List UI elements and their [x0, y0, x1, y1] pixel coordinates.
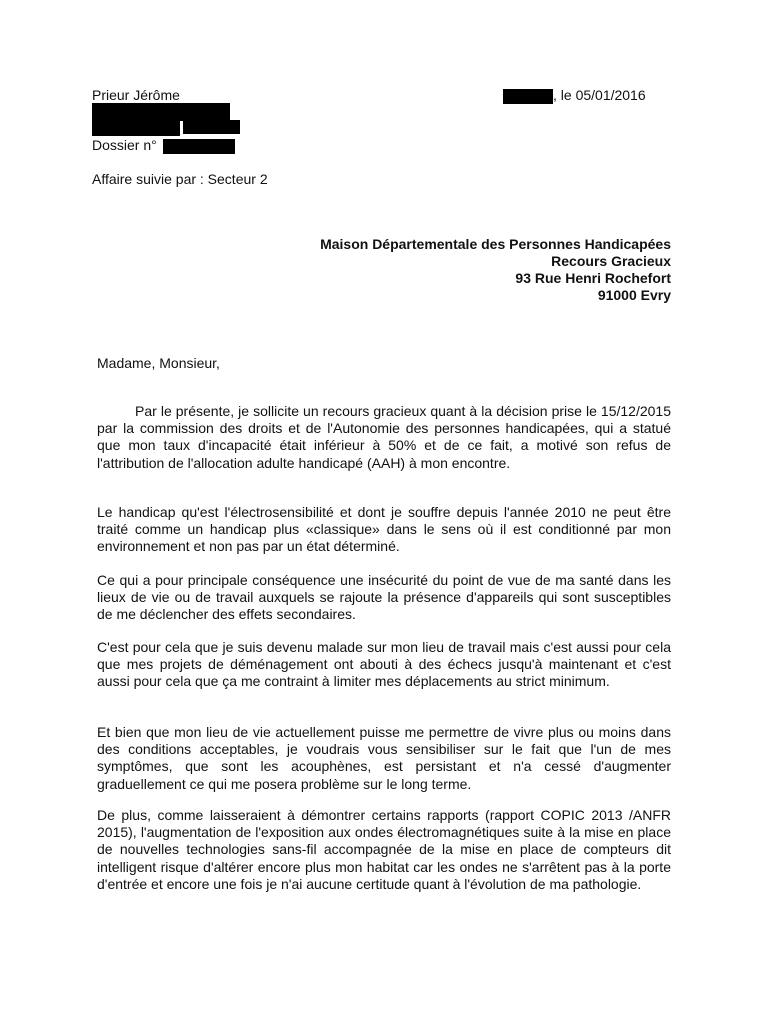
- recipient-line-4: 91000 Evry: [597, 287, 671, 303]
- affaire-line: Affaire suivie par : Secteur 2: [92, 171, 268, 187]
- paragraph-1: Par le présente, je sollicite un recours gracieux quant à la décision prise le 15/12/2015 par la commission des droits et de l'Autonomie des personnes handicapées, qui a statué que mon taux d'incapacité était inférieur à 50% et de ce fait, a motivé son refus de l'attribution de l'allocation adulte handicapé (AAH) à mon encontre.: [97, 403, 671, 471]
- redacted-address-line-1: [92, 103, 230, 121]
- paragraph-4: C'est pour cela que je suis devenu malade sur mon lieu de travail mais c'est aussi pour cela que mes projets de déménagement ont abouti à des échecs jusqu'à maintenant et c'est aussi pour cela que ça me contraint à limiter mes déplacements au strict minimum.: [97, 639, 671, 690]
- redacted-address-line-2b: [183, 120, 240, 134]
- sender-name: Prieur Jérôme: [92, 87, 180, 103]
- date-text: , le 05/01/2016: [553, 87, 646, 103]
- paragraph-2: Le handicap qu'est l'électrosensibilité et dont je souffre depuis l'année 2010 ne peut être traité comme un handicap plus «classique» dans le sens où il est conditionné par mon environnement et non pas par un état déterminé.: [97, 504, 671, 555]
- dossier-label: Dossier n°: [92, 137, 157, 153]
- redacted-dossier-number: [163, 139, 235, 154]
- redacted-address-line-2: [92, 120, 180, 136]
- date-line: [503, 87, 646, 104]
- paragraph-6: De plus, comme laisseraient à démontrer certains rapports (rapport COPIC 2013 /ANFR 2015), l'augmentation de l'exposition aux ondes électromagnétiques suite à la mise en place de nouvelles technologies sans-fil accompagnée de la mise en place de compteurs dit intelligent risque d'altérer encore plus mon habitat car les ondes ne s'arrêtent pas à la porte d'entrée et encore une fois je n'ai aucune certitude quant à l'évolution de ma pathologie.: [97, 807, 671, 892]
- redacted-place: [503, 89, 553, 104]
- recipient-address: [320, 236, 671, 304]
- recipient-line-2: Recours Gracieux: [551, 253, 671, 269]
- paragraph-3: Ce qui a pour principale conséquence une insécurité du point de vue de ma santé dans les lieux de vie ou de travail auxquels se rajoute la présence d'appareils qui sont susceptibles de me déclencher des effets secondaires.: [97, 572, 671, 623]
- paragraph-5: Et bien que mon lieu de vie actuellement puisse me permettre de vivre plus ou moins dans des conditions acceptables, je voudrais vous sensibiliser sur le fait que l'un de mes symptômes, que sont les acouphènes, est persistant et n'a cessé d'augmenter graduellement ce qui me posera problème sur le long terme.: [97, 724, 671, 792]
- dossier-line: [92, 137, 235, 154]
- recipient-line-3: 93 Rue Henri Rochefort: [515, 270, 671, 286]
- salutation: Madame, Monsieur,: [97, 355, 220, 371]
- recipient-line-1: Maison Départementale des Personnes Handicapées: [320, 236, 671, 252]
